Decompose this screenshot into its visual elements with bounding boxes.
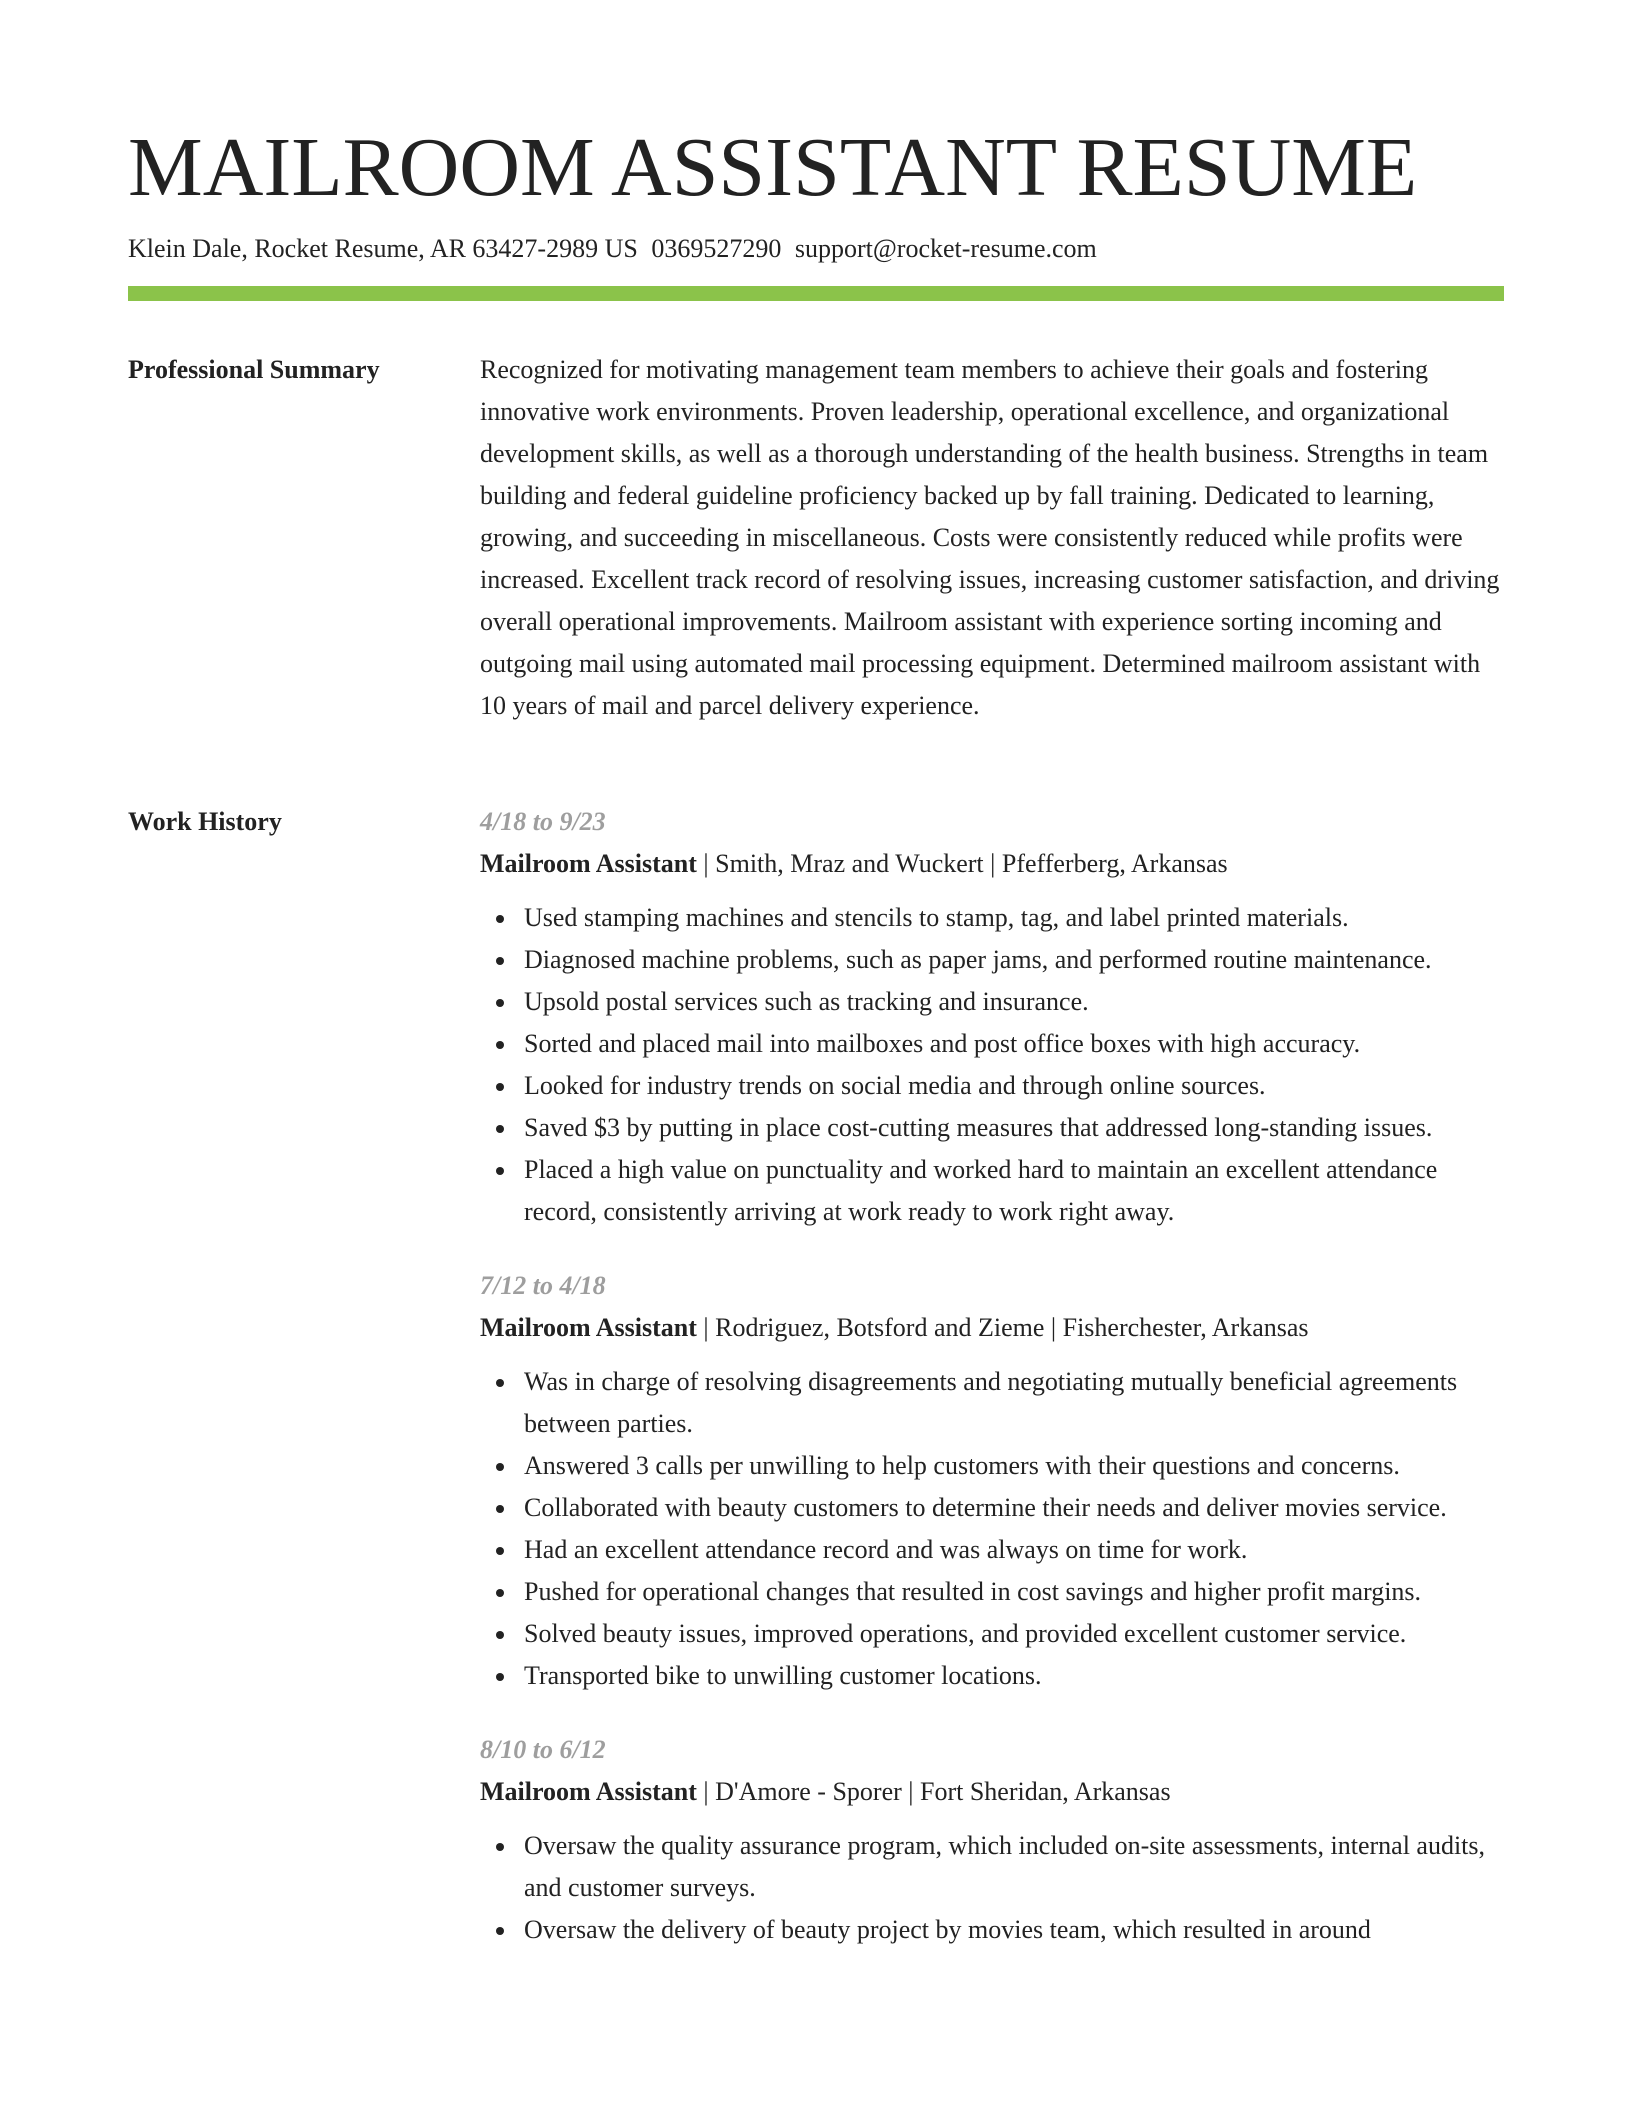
- summary-text: Recognized for motivating management team members to achieve their goals and fostering innovative work environments. Proven leadership, operational excellence, and organizational development skills, as well as a thorough understanding of the health business. Strengths in team building and federal guideline proficiency backed up by fall training. Dedicated to learning, growing, and succeeding in miscellaneous. Costs were consistently reduced while profits were increased. Excellent track record of resolving issues, increasing customer satisfaction, and driving overall operational improvements. Mailroom assistant with experience sorting incoming and outgoing mail using automated mail processing equipment. Determined mailroom assistant with 10 years of mail and parcel delivery experience.: [480, 355, 1500, 720]
- job-bullet: Looked for industry trends on social media and through online sources.: [524, 1065, 1510, 1107]
- job-entry: [480, 1729, 1510, 1951]
- job-bullet-list: [480, 1361, 1510, 1697]
- job-bullet: Oversaw the delivery of beauty project by movies team, which resulted in around: [524, 1909, 1510, 1951]
- job-bullet: Pushed for operational changes that resulted in cost savings and higher profit margins.: [524, 1571, 1510, 1613]
- job-dates: 8/10 to 6/12: [480, 1735, 606, 1764]
- job-bullet: Had an excellent attendance record and was always on time for work.: [524, 1529, 1510, 1571]
- job-entry: [480, 1265, 1510, 1697]
- summary-body: [480, 349, 1510, 727]
- job-entry: [480, 801, 1510, 1233]
- job-bullet: Upsold postal services such as tracking and insurance.: [524, 981, 1510, 1023]
- job-bullet-list: [480, 1825, 1510, 1951]
- job-dates: 7/12 to 4/18: [480, 1271, 606, 1300]
- job-bullet: Placed a high value on punctuality and worked hard to maintain an excellent attendance record, consistently arriving at work ready to work right away.: [524, 1149, 1510, 1233]
- job-employer: Smith, Mraz and Wuckert: [715, 849, 984, 878]
- resume-title: MAILROOM ASSISTANT RESUME: [128, 121, 1418, 214]
- job-bullet: Used stamping machines and stencils to stamp, tag, and label printed materials.: [524, 897, 1510, 939]
- contact-phone: 0369527290: [651, 234, 782, 263]
- job-bullet: Transported bike to unwilling customer locations.: [524, 1655, 1510, 1697]
- job-dates: 4/18 to 9/23: [480, 807, 606, 836]
- job-location: Pfefferberg, Arkansas: [1001, 849, 1228, 878]
- job-bullet: Diagnosed machine problems, such as paper jams, and performed routine maintenance.: [524, 939, 1510, 981]
- contact-address: Klein Dale, Rocket Resume, AR 63427-2989 US: [128, 234, 638, 263]
- section-label-summary: Professional Summary: [128, 355, 380, 384]
- section-label-work-history: Work History: [128, 807, 282, 836]
- job-heading: Mailroom Assistant | D'Amore - Sporer | Fort Sheridan, Arkansas: [480, 1777, 1171, 1806]
- job-bullet: Answered 3 calls per unwilling to help customers with their questions and concerns.: [524, 1445, 1510, 1487]
- header-divider: [128, 286, 1504, 301]
- contact-line: [128, 231, 1097, 267]
- job-title: Mailroom Assistant: [480, 1313, 697, 1342]
- job-title: Mailroom Assistant: [480, 849, 697, 878]
- job-bullet: Oversaw the quality assurance program, which included on-site assessments, internal audits, and customer surveys.: [524, 1825, 1510, 1909]
- job-location: Fort Sheridan, Arkansas: [920, 1777, 1171, 1806]
- job-bullet: Solved beauty issues, improved operations, and provided excellent customer service.: [524, 1613, 1510, 1655]
- job-bullet: Sorted and placed mail into mailboxes and post office boxes with high accuracy.: [524, 1023, 1510, 1065]
- job-heading: Mailroom Assistant | Smith, Mraz and Wuckert | Pfefferberg, Arkansas: [480, 849, 1228, 878]
- work-history-body: [480, 801, 1510, 1983]
- job-heading: Mailroom Assistant | Rodriguez, Botsford and Zieme | Fisherchester, Arkansas: [480, 1313, 1309, 1342]
- job-title: Mailroom Assistant: [480, 1777, 697, 1806]
- job-bullet: Was in charge of resolving disagreements and negotiating mutually beneficial agreements between parties.: [524, 1361, 1510, 1445]
- job-bullet: Saved $3 by putting in place cost-cutting measures that addressed long-standing issues.: [524, 1107, 1510, 1149]
- job-employer: Rodriguez, Botsford and Zieme: [715, 1313, 1045, 1342]
- job-location: Fisherchester, Arkansas: [1062, 1313, 1309, 1342]
- job-bullet: Collaborated with beauty customers to determine their needs and deliver movies service.: [524, 1487, 1510, 1529]
- job-employer: D'Amore - Sporer: [715, 1777, 902, 1806]
- job-bullet-list: [480, 897, 1510, 1233]
- contact-email: support@rocket-resume.com: [794, 234, 1097, 263]
